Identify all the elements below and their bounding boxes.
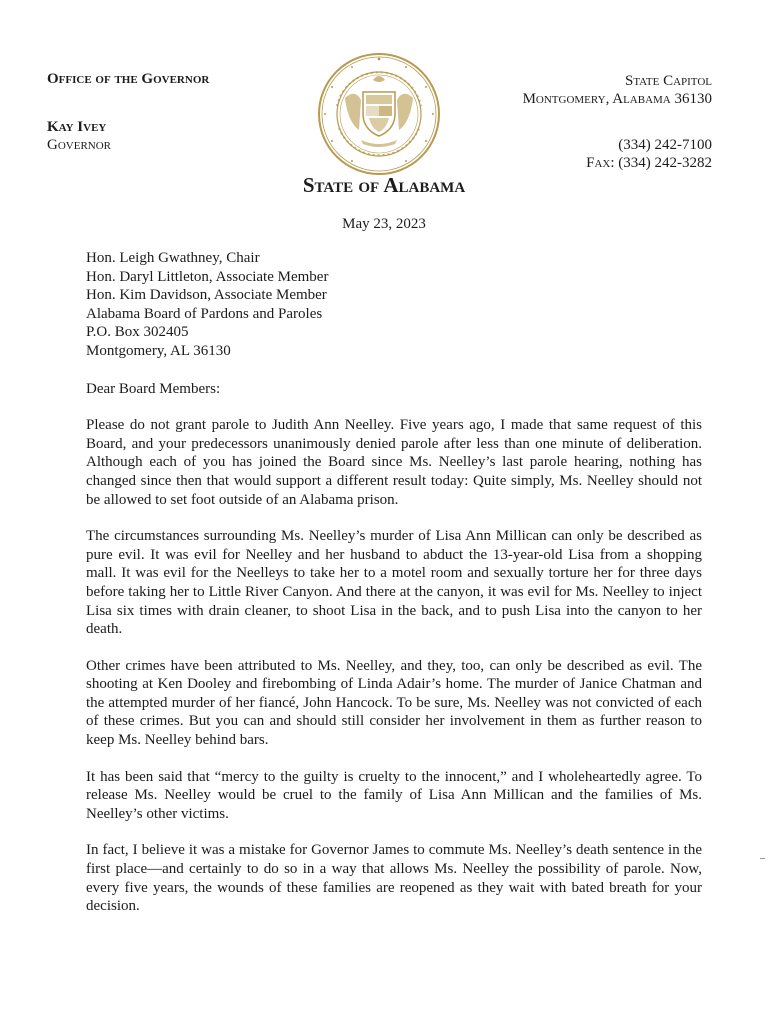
address-line: Alabama Board of Pardons and Paroles	[86, 305, 323, 322]
state-title: State of Alabama	[302, 173, 466, 197]
letter-date: May 23, 2023	[342, 216, 426, 232]
city-line: Montgomery, Alabama 36130	[522, 91, 712, 107]
office-name: Office of the Governor	[47, 71, 210, 87]
paragraph: It has been said that “mercy to the guilty is cruelty to the innocent,” and I wholeheartedly agree. To release Ms. Neelley would be cruel to the family of Lisa Ann Millican and the families of Ms. Neelley’s other victims.	[86, 768, 702, 822]
paragraph: Please do not grant parole to Judith Ann Neelley. Five years ago, I made that same request of this Board, and your predecessors unanimously denied parole after less than one minute of deliberation. Although each of you has joined the Board since Ms. Neelley’s last parole hearing, nothing has changed since then that would support a different result today: Quite simply, Ms. Neelley should not be allowed to set foot outside of an Alabama prison.	[86, 417, 702, 508]
paragraph: The circumstances surrounding Ms. Neelley’s murder of Lisa Ann Millican can only be described as pure evil. It was evil for Neelley and her husband to abduct the 13-year-old Lisa from a shopping mall. It was evil for the Neelleys to take her to a motel room and sexually torture her for three days before taking her to Little River Canyon. And there at the canyon, it was evil for Ms. Neelley to inject Lisa six times with drain cleaner, to shoot Lisa in the back, and to push Lisa into the canyon to her death.	[86, 528, 702, 638]
address-line: Hon. Kim Davidson, Associate Member	[86, 287, 327, 304]
letter-body	[86, 249, 702, 916]
fax-line: Fax: (334) 242-3282	[586, 155, 712, 171]
letterhead-left	[47, 70, 209, 154]
paragraph: In fact, I believe it was a mistake for Governor James to commute Ms. Neelley’s death sentence in the first place—and certainly to do so in a way that allows Ms. Neelley the possibility of parole. Now, every five years, the wounds of these families are reopened as they wait with bated breath for your decision.	[86, 842, 702, 915]
governor-title: Governor	[47, 137, 112, 153]
letterhead-right	[523, 72, 712, 172]
governor-name: Kay Ivey	[47, 119, 107, 135]
recipient-address	[86, 249, 702, 361]
address-line: P.O. Box 302405	[86, 324, 189, 341]
phone-line: (334) 242-7100	[618, 137, 712, 153]
scan-mark	[760, 858, 765, 859]
address-line: Hon. Daryl Littleton, Associate Member	[86, 268, 329, 285]
capitol-line: State Capitol	[624, 73, 712, 89]
address-line: Hon. Leigh Gwathney, Chair	[86, 250, 260, 266]
salutation: Dear Board Members:	[86, 380, 221, 397]
address-line: Montgomery, AL 36130	[86, 342, 231, 359]
paragraph: Other crimes have been attributed to Ms. Neelley, and they, too, can only be described as evil. The shooting at Ken Dooley and firebombing of Linda Adair’s home. The murder of Janice Chatman and the attempted murder of her fiancé, John Hancock. To be sure, Ms. Neelley was not convicted of each of these crimes. But you can and should still consider her involvement in them as further reason to keep Ms. Neelley behind bars.	[86, 657, 702, 749]
state-seal-icon	[317, 52, 441, 176]
